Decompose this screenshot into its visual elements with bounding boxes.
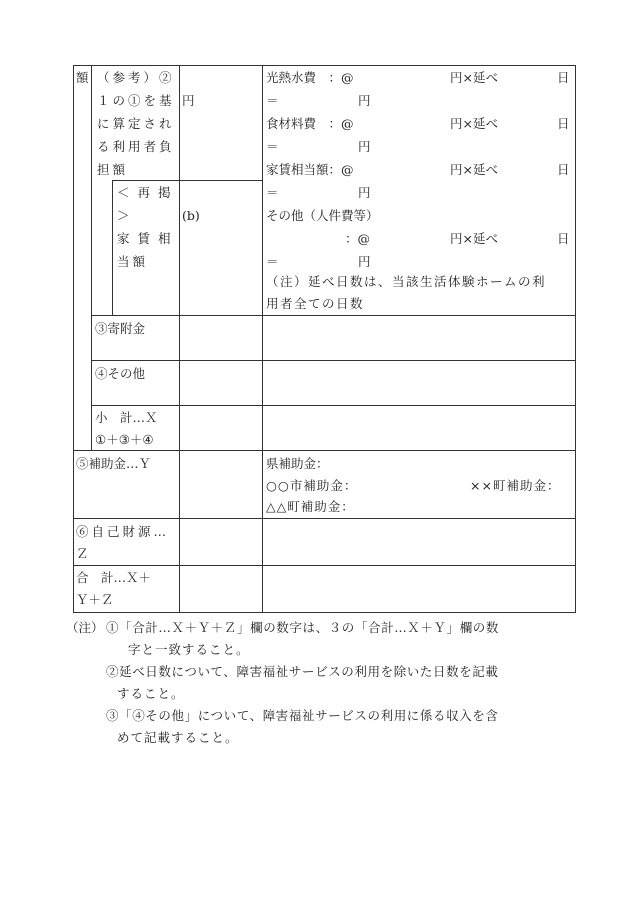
row-line-top (73, 65, 576, 66)
sonota-label: ④その他 (95, 366, 146, 381)
footnote-3-cont: めて記載すること。 (117, 730, 239, 745)
footnote-2-cont: すること。 (117, 686, 185, 701)
row-line-shoukei (91, 405, 576, 406)
saikei-value: (b) (182, 208, 200, 223)
row-line-hojokin (73, 450, 576, 451)
col-line-4 (262, 65, 263, 613)
row-line-jiko (73, 518, 576, 519)
col-line-3 (179, 65, 180, 613)
footnote-2: ②延べ日数について、障害福祉サービスの利用を除いた日数を記載 (106, 664, 499, 679)
footnote-1: ①「合計…Ｘ＋Ｙ＋Ｚ」欄の数字は、３の「合計…Ｘ＋Ｙ」欄の数 (106, 620, 500, 635)
col-line-2 (112, 180, 113, 315)
hojokin-label: ⑤補助金…Ｙ (76, 456, 152, 471)
row-line-sonota (91, 360, 576, 361)
row-line-kifukin (91, 315, 576, 316)
row-line-bottom (73, 612, 576, 613)
table-border-left (73, 65, 74, 613)
footnote-prefix: （注） (66, 620, 104, 635)
col-line-1 (91, 65, 92, 450)
footnote-3: ③「④その他」について、障害福祉サービスの利用に係る収入を含 (106, 708, 499, 723)
kingaku-label: 額 (76, 70, 89, 85)
footnote-1-cont: 字と一致すること。 (128, 642, 250, 657)
kifukin-label: ③寄附金 (95, 321, 146, 336)
sankou-unit: 円 (182, 93, 195, 108)
row-line-saikei (112, 180, 262, 181)
table-border-right (575, 65, 576, 613)
row-line-goukei (73, 565, 576, 566)
